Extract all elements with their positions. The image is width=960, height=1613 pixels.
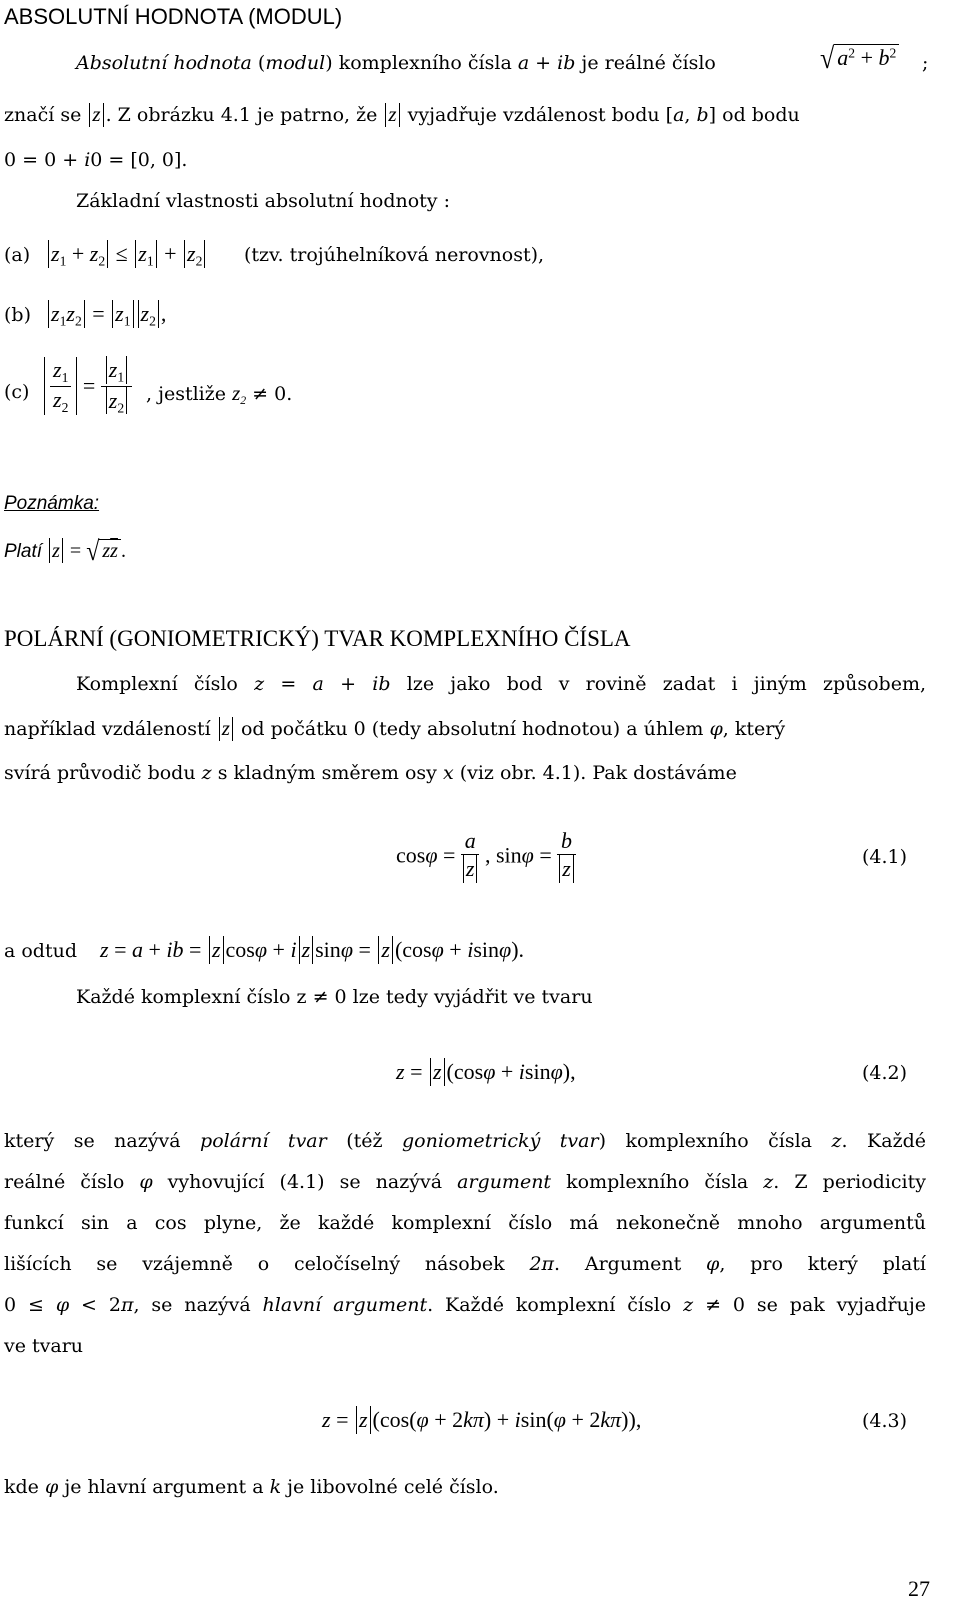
text-fragment: 0 = 0 +	[4, 149, 85, 171]
term-hlavni-argument: hlavní argument	[262, 1294, 428, 1316]
text-fragment: . Každé komplexní číslo	[427, 1294, 684, 1316]
triangle-inequality: $z_1 + z_2 \le z_1 + z_2$	[46, 240, 207, 270]
prop-c-label: (c)	[4, 381, 30, 403]
note-title: Poznámka:	[4, 493, 100, 514]
note-text: Platí	[4, 541, 43, 562]
section-heading-polar: POLÁRNÍ (GONIOMETRICKÝ) TVAR KOMPLEXNÍHO ČÍSLA	[4, 626, 631, 651]
math-var-k: k	[269, 1476, 282, 1498]
text-fragment: , jestliže	[146, 383, 233, 405]
text-fragment: svírá průvodič bodu	[4, 762, 202, 784]
text-fragment: ] od bodu	[708, 104, 800, 126]
text-fragment: ≠ 0 se pak vyjadřuje	[693, 1294, 926, 1316]
text-fragment: , který	[722, 718, 786, 740]
math-var-z: z	[763, 1171, 774, 1193]
math-var-b: b	[878, 45, 890, 70]
equation-4-1: cosφ = $\frac{a}{z}$ , sinφ = $\frac{b}{z}$	[396, 828, 576, 883]
paragraph-polar-line1	[76, 673, 926, 695]
note-line: Platí z = √ $z\overline{z}$ .	[4, 536, 126, 567]
math-var-x: x	[442, 762, 454, 784]
prop-a-note: (tzv. trojúhelníková nerovnost),	[244, 244, 545, 266]
prop-b-label: (b)	[4, 304, 31, 326]
text-fragment: . Z periodicity	[773, 1171, 926, 1193]
text-fragment: který se nazývá	[4, 1130, 201, 1152]
text-fragment: značí se	[4, 104, 82, 126]
expr-a-plus-ib: a + ib	[517, 52, 576, 74]
odtud-label: a odtud	[4, 940, 78, 962]
text-fragment: < 2	[69, 1294, 121, 1316]
math-op: +	[855, 45, 879, 70]
math-var-z: z	[388, 102, 397, 126]
text-fragment: ) komplexního čísla	[598, 1130, 832, 1152]
semicolon: ;	[922, 52, 929, 74]
math-var-phi: φ	[44, 1476, 59, 1498]
text-fragment: (	[251, 52, 266, 74]
exponent: 2	[889, 45, 897, 61]
math-var-z: z	[831, 1130, 842, 1152]
quotient-property: $\frac{z_1}{z_2}$ = $\frac{z_1}{z_2}$	[44, 356, 132, 416]
equation-number-4-3: (4.3)	[862, 1410, 908, 1432]
text-fragment: 0 ≤	[4, 1294, 56, 1316]
math-var-phi: φ	[706, 1253, 720, 1275]
exponent: 2	[848, 45, 856, 61]
term-goniometricky-tvar: goniometrický tvar	[402, 1130, 599, 1152]
math-var-phi: φ	[55, 1294, 70, 1316]
text-fragment: 0 = [0, 0].	[90, 149, 188, 171]
term-absolutni-hodnota: Absolutní hodnota	[76, 52, 252, 74]
equation-4-2: z = z (cosφ + isinφ),	[396, 1058, 576, 1084]
text-fragment: kde	[4, 1476, 45, 1498]
text-fragment: vyjadřuje vzdálenost bodu [	[407, 104, 674, 126]
text-fragment: . Každé	[841, 1130, 926, 1152]
text-fragment: (viz obr. 4.1). Pak dostáváme	[453, 762, 737, 784]
sqrt-expression	[820, 41, 899, 76]
text-fragment: vyhovující (4.1) se nazývá	[152, 1171, 458, 1193]
paragraph-modul-line3	[4, 149, 187, 171]
text-fragment: je hlavní argument a	[58, 1476, 270, 1498]
text-fragment: , se nazývá	[133, 1294, 263, 1316]
text-fragment: reálné číslo	[4, 1171, 140, 1193]
term-argument: argument	[457, 1171, 552, 1193]
text-fragment: je libovolné celé číslo.	[281, 1476, 499, 1498]
math-2pi: 2π	[529, 1253, 555, 1275]
equation-number-4-1: (4.1)	[862, 846, 908, 868]
math-var-a: a	[673, 104, 685, 126]
math-pi: π	[120, 1294, 134, 1316]
product-property: $z_1z_2 = z_1$ $z_2$ ,	[46, 300, 166, 330]
paragraph-polar-line2: například vzdáleností z od počátku 0 (tedy absolutní hodnotou) a úhlem φ, který	[4, 716, 786, 740]
term-polarni-tvar: polární tvar	[200, 1130, 327, 1152]
radical-sign: √	[820, 41, 835, 76]
text-fragment: . Argument	[554, 1253, 707, 1275]
properties-title: Základní vlastnosti absolutní hodnoty :	[76, 190, 450, 212]
text-fragment: od počátku 0 (tedy absolutní hodnotou) a úhlem	[240, 718, 710, 740]
paragraph-modul-line1	[76, 52, 716, 74]
math-var-phi: φ	[709, 718, 723, 740]
text-fragment: ) komplexního čísla	[325, 52, 518, 74]
math-var-z: z	[92, 102, 101, 126]
paragraph-polar-line3	[4, 762, 737, 784]
section-heading-modul: ABSOLUTNÍ HODNOTA (MODUL)	[4, 4, 343, 29]
math-var-z: z	[683, 1294, 694, 1316]
text-fragment: lišících se vzájemně o celočíselný násobek	[4, 1253, 530, 1275]
text-fragment: ≠ 0.	[246, 383, 293, 405]
prop-a-label: (a)	[4, 244, 31, 266]
text-fragment: s kladným směrem osy	[211, 762, 443, 784]
math-var-b: b	[696, 104, 709, 126]
paragraph-3-line5	[4, 1294, 926, 1316]
text-fragment: (též	[326, 1130, 402, 1152]
math-var-phi: φ	[139, 1171, 153, 1193]
text-fragment: je reálné číslo	[575, 52, 716, 74]
paragraph-3-line1	[4, 1130, 926, 1152]
math-expr: z = a + ib	[254, 673, 391, 695]
text-fragment: , pro který platí	[719, 1253, 926, 1275]
text-fragment: ,	[684, 104, 697, 126]
text-fragment: Komplexní číslo	[76, 673, 255, 695]
equation-4-3: z = z (cos(φ + 2kπ) + isin(φ + 2kπ)),	[322, 1406, 642, 1432]
text-fragment: . Z obrázku 4.1 je patrno, že	[105, 104, 378, 126]
math-var-a: a	[837, 45, 849, 70]
paragraph-3-line2	[4, 1171, 926, 1193]
equation-polar-derivation: z = a + ib = z cosφ + i z sinφ = z (cosφ + isinφ).	[100, 936, 525, 962]
paragraph-modul-line2	[4, 102, 800, 127]
text-fragment: lze jako bod v rovině zadat i jiným způsobem,	[390, 673, 927, 695]
text-fragment: komplexního čísla	[551, 1171, 764, 1193]
kazde-sentence: Každé komplexní číslo z ≠ 0 lze tedy vyjádřit ve tvaru	[76, 986, 593, 1008]
paragraph-3-line6: ve tvaru	[4, 1335, 84, 1357]
equation-number-4-2: (4.2)	[862, 1062, 908, 1084]
paragraph-4	[4, 1476, 499, 1498]
term-modul: modul	[265, 52, 326, 74]
math-var-i: i	[84, 149, 91, 171]
page-number: 27	[908, 1576, 930, 1601]
math-var-z: z	[201, 762, 212, 784]
prop-c-condition: , jestliže $z_2 \ne 0$.	[146, 381, 293, 408]
paragraph-3-line3: funkcí sin a cos plyne, že každé komplexní číslo má nekonečně mnoho argumentů	[4, 1212, 926, 1234]
paragraph-3-line4	[4, 1253, 926, 1275]
text-fragment: například vzdáleností	[4, 718, 211, 740]
